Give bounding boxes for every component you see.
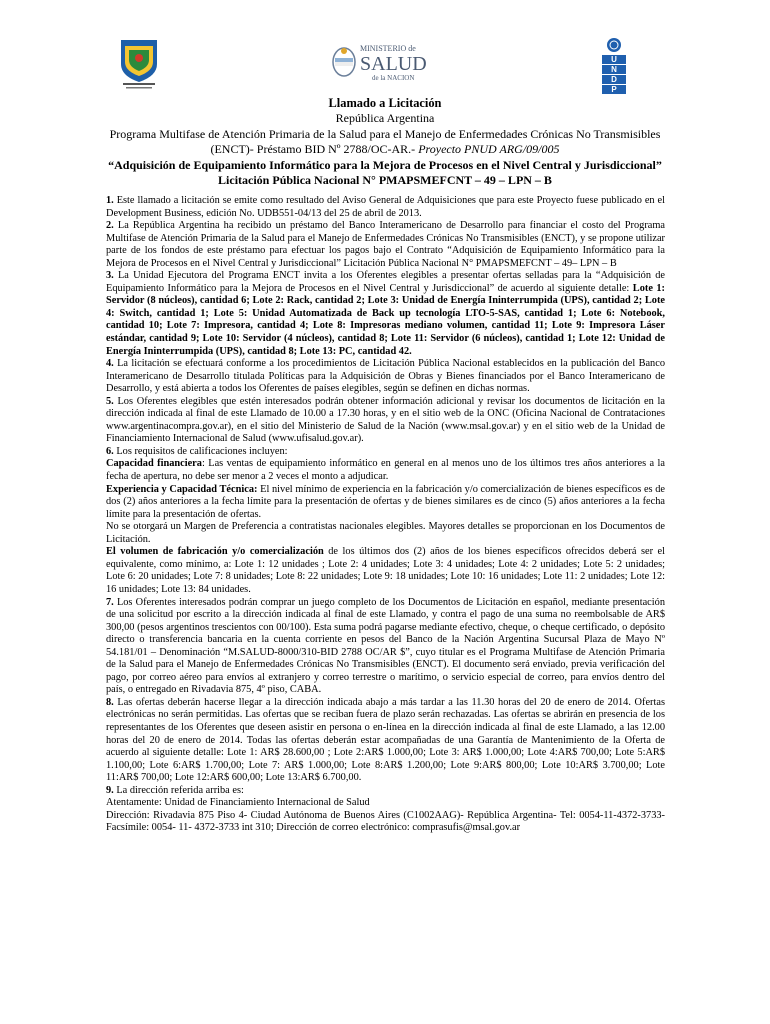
document-body <box>106 195 665 835</box>
undp-letter-d: D <box>611 75 617 84</box>
logo-salud-text: SALUD <box>360 53 427 75</box>
paragraph-8 <box>106 697 665 785</box>
undp-logo <box>598 36 630 94</box>
document-header <box>105 96 665 188</box>
paragraph-6 <box>106 446 665 459</box>
paragraph-9 <box>106 785 665 798</box>
paragraph-1 <box>106 195 665 220</box>
paragraph-text: La licitación se efectuará conforme a los procedimientos de Licitación Pública Nacional establecidos en la publicación del Banco Interamericano de Desarrollo titulada Políticas para la Adquisición de Obras y Bienes financiados por el Banco Interamericano de Desarrollo, y está abierta a todos los Oferentes de países elegibles, según se definen en dichas normas. <box>106 358 665 395</box>
preference-margin: No se otorgará un Margen de Preferencia a contratistas nacionales elegibles. Mayores detalles se proporcionan en los Documentos de Licitación. <box>106 521 665 545</box>
paragraph-text: Las ofertas deberán hacerse llegar a la dirección indicada abajo a más tardar a las 11.30 horas del 20 de enero de 2014. Ofertas electrónicas no serán permitidas. Las ofertas que se reciban fuera de plazo serán rechazadas. Las ofertas se abrirán en presencia de los representantes de los Oferentes que deseen asistir en persona o en-línea en la dirección indicada al final de este Llamado, a las 12.00 horas del 20 de enero de 2014. Todas las ofertas deberán estar acompañadas de una Garantía de Mantenimiento de la Oferta de acuerdo al siguiente detalle: Lote 1: AR$ 28.600,00 ; Lote 2:AR$ 1.000,00; Lote 3: AR$ 1.000,00; Lote 4:AR$ 700,00; Lote 5:AR$ 1.100,00; Lote 6:AR$ 1.700,00; Lote 7: AR$ 1.000,00; Lote 8:AR$ 1.200,00; Lote 9:AR$ 800,00; Lote 10:AR$ 3.700,00; Lote 11:AR$ 700,00; Lote 12:AR$ 600,00; Lote 13:AR$ 6.700,00. <box>106 696 665 784</box>
undp-letter-u: U <box>611 55 617 64</box>
tender-number: Licitación Pública Nacional N° PMAPSMEFCNT – 49 – LPN – B <box>218 173 552 188</box>
logo-bar <box>0 28 770 94</box>
paragraph-5 <box>106 396 665 446</box>
requirement-text: de los últimos dos (2) años de los bienes específicos ofrecidos deberá ser el equivalente, como mínimo, a: Lote 1: 12 unidades ; Lote 2: 4 unidades; Lote 3: 4 unidades; Lote 4: 2 unidades; Lote 5: 2 unidades; Lote 6: 20 unidades; Lote 7: 8 unidades; Lote 8: 22 unidades; Lote 9: 18 unidades; Lote 10: 16 unidades; Lote 11: 2 unidades; Lote 12: 16 unidades; Lote 13: 84 unidades. <box>106 546 666 595</box>
paragraph-text: La dirección referida arriba es: <box>113 784 244 796</box>
acquisition-title: “Adquisición de Equipamiento Informático para la Mejora de Procesos en el Nivel Central y Jurisdiccional” <box>108 157 662 172</box>
requirement-label: El volumen de fabricación y/o comercialización <box>106 546 324 558</box>
paragraph-number: 1. <box>106 195 114 206</box>
paragraph-3 <box>106 270 665 358</box>
paragraph-4 <box>106 358 665 396</box>
paragraph-text: Los Oferentes elegibles que estén interesados podrán obtener información adicional y revisar los documentos de licitación en la dirección indicada al final de este Llamado de 10.00 a 17.30 horas, y en el sitio web de la ONC (Oficina Nacional de Contrataciones www.argentinacompra.gov.ar), en el sitio del Ministerio de Salud de la Nación (www.msal.gov.ar) y en el sitio web de la Unidad de Financiamiento Internacional de Salud (www.ufisalud.gov.ar). <box>106 395 665 445</box>
paragraph-text: Los Oferentes interesados podrán comprar un juego completo de los Documentos de Licitación en español, mediante presentación de una solicitud por escrito a la dirección indicada al final de este Llamado, y contra el pago de una suma no reembolsable de AR$ 300,00 (pesos argentinos trescientos con 00/100). Esta suma podrá pagarse mediante efectivo, cheque, o cheque certificado, o depósito directo o transferencia bancaria en la cuenta corriente en pesos del Banco de la Nación Argentina Sucursal Plaza de Mayo Nº 54.181/01 – Denominación “M.SALUD-8000/310-BID 2788 OC/AR $”, cuyo titular es el Programa Multifase de Atención Primaria de la Salud para el Manejo de Enfermedades Crónicas No Transmisibles (ENCT). El documento será enviado, previa verificación del pago, por correo aéreo para envíos al extranjero y correo terrestre o marítimo, o servicio especial de correo, para envíos dentro del país, o entregado en Rivadavia 875, 4º piso, CABA. <box>106 596 665 696</box>
logo-ministerio-text: MINISTERIO de <box>360 44 416 53</box>
program-line <box>105 127 665 158</box>
logo-nacion-text: de la NACION <box>372 74 415 82</box>
paragraph-2 <box>106 220 665 270</box>
ministerio-salud-logo <box>330 40 440 84</box>
requirement-label: Experiencia y Capacidad Técnica: <box>106 483 258 495</box>
paragraph-number: 7. <box>106 596 114 608</box>
paragraph-text: Los requisitos de calificaciones incluyen: <box>113 445 288 457</box>
paragraph-number: 9. <box>106 784 114 796</box>
country-line: República Argentina <box>335 111 435 126</box>
requirement-text: : Las ventas de equipamiento informático en general en al menos uno de los últimos tres años anteriores a la fecha de apertura, no debe ser menor a 2 veces el monto a adjudicar. <box>106 458 666 483</box>
requirement-text: El nivel mínimo de experiencia en la fabricación y/o comercialización de bienes específicos es de dos (2) años anteriores a la fecha límite para la presentación de ofertas y de bienes similares es de cinco (5) años anteriores a la fecha límite para la presentación de ofertas. <box>106 483 665 520</box>
lots-list: Lote 1: Servidor (8 núcleos), cantidad 6; Lote 2: Rack, cantidad 2; Lote 3: Unidad de Energía Ininterrumpida (UPS), cantidad 2; Lote 4: Switch, cantidad 1; Lote 5: Unidad Automatizada de Back up tecnología LTO-5-SAS, cantidad 1; Lote 6: Notebook, cantidad 10; Lote 7: Impresora, cantidad 4; Lote 8: Impresoras mediano volumen, cantidad 11; Lote 9: Impresora Láser estándar, cantidad 9; Lote 10: Servidor (4 núcleos), cantidad 8; Lote 11: Servidor (6 núcleos), cantidad 1; Lote 12: Unidad de Energía Ininterrumpida (UPS), cantidad 8; Lote 13: PC, cantidad 42. <box>106 282 666 357</box>
project-code: Proyecto PNUD ARG/09/005 <box>418 142 560 157</box>
paragraph-number: 8. <box>106 696 114 708</box>
address-line: Dirección: Rivadavia 875 Piso 4- Ciudad Autónoma de Buenos Aires (C1002AAG)- República Argentina- Tel: 0054-11-4372-3733- Facsímile: 0054- 11- 4372-3733 int 310; Dirección de correo electrónico: comprasufis@msal.gov.ar <box>106 809 665 834</box>
paragraph-7 <box>106 597 665 697</box>
document-title: Llamado a Licitación <box>328 96 442 110</box>
financial-capacity <box>106 458 665 483</box>
paragraph-number: 6. <box>106 445 114 457</box>
paragraph-number: 4. <box>106 358 114 370</box>
paragraph-number: 5. <box>106 395 114 407</box>
requirement-label: Capacidad financiera <box>106 458 202 470</box>
undp-letter-p: P <box>611 85 617 94</box>
production-volume <box>106 546 665 596</box>
program-text: Programa Multifase de Atención Primaria de la Salud para el Manejo de Enfermedades Crónicas No Transmisibles (ENCT)- Préstamo BID Nº 2788/OC-AR.- <box>109 126 661 157</box>
paragraph-text: La República Argentina ha recibido un préstamo del Banco Interamericano de Desarrollo para financiar el costo del Programa Multifase de Atención Primaria de la Salud para el Manejo de Enfermedades Crónicas No Transmisibles (ENCT), y se propone utilizar parte de los fondos de este préstamo para efectuar los pagos bajo el Contrato “Adquisición de Equipamiento Informático para la Mejora de Procesos en el Nivel Central y Jurisdiccional” Licitación Pública Nacional N° PMAPSMEFCNT – 49– LPN – B <box>106 220 665 269</box>
paragraph-number: 2. <box>106 220 114 232</box>
paragraph-text: La Unidad Ejecutora del Programa ENCT invita a los Oferentes elegibles a presentar ofertas selladas para la “Adquisición de Equipamiento Informático para la Mejora de Procesos en el Nivel Central y Jurisdiccional” de acuerdo al siguiente detalle: <box>106 270 665 294</box>
bid-logo <box>115 36 163 90</box>
undp-letter-n: N <box>611 65 617 74</box>
attention-line: Atentamente: Unidad de Financiamiento Internacional de Salud <box>106 797 370 809</box>
paragraph-number: 3. <box>106 270 114 282</box>
technical-experience <box>106 484 665 522</box>
paragraph-text: Este llamado a licitación se emite como resultado del Aviso General de Adquisiciones que para este Proyecto fuese publicado en el Development Business, edición No. UDB551-04/13 del 25 de abril de 2013. <box>106 195 665 219</box>
